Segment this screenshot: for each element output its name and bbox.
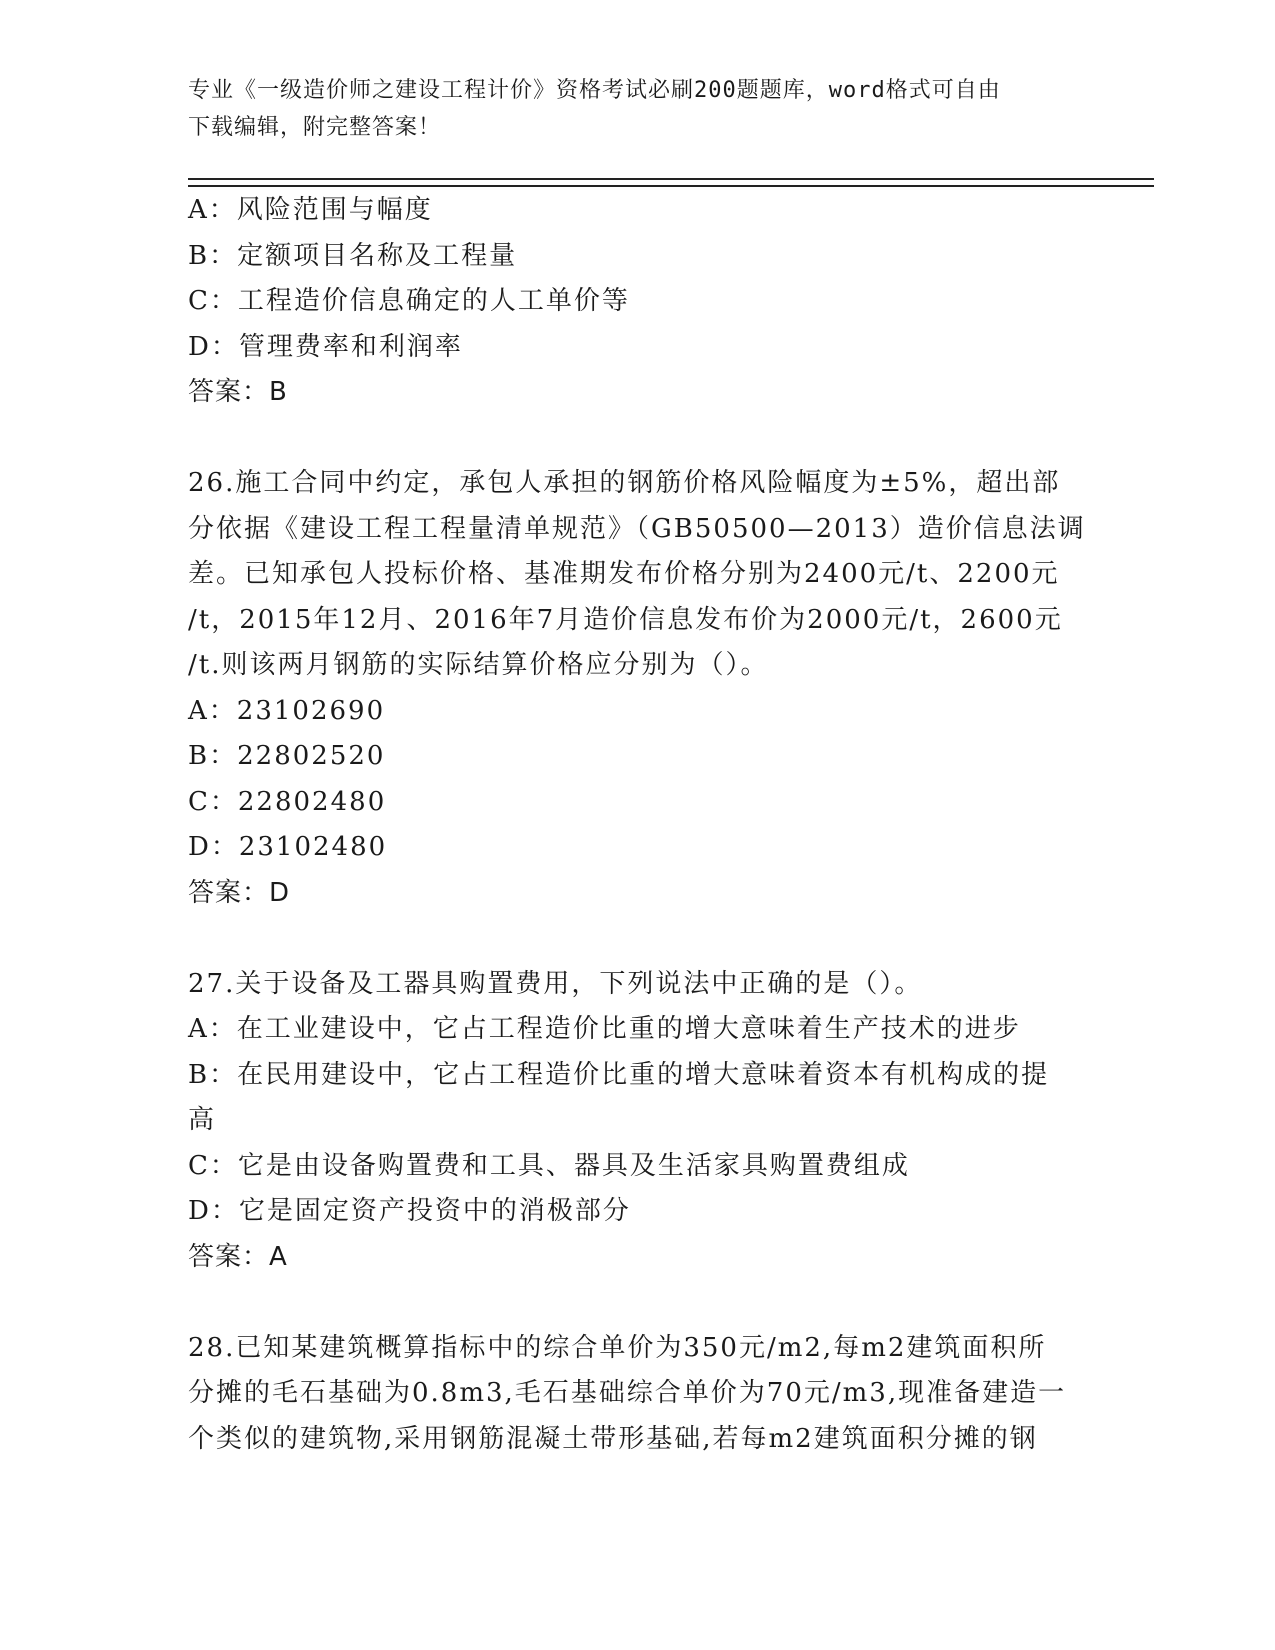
option-line: B：定额项目名称及工程量 xyxy=(188,240,518,271)
option-line: D：它是固定资产投资中的消极部分 xyxy=(188,1196,631,1226)
question-stem-line: /t，2015年12月、2016年7月造价信息发布价为2000元/t，2600元 xyxy=(188,604,1063,635)
option-line: A：在工业建设中，它占工程造价比重的增大意味着生产技术的进步 xyxy=(188,1014,1021,1044)
answer-line: 答案：B xyxy=(188,377,288,407)
spacer xyxy=(188,1280,1088,1326)
question-stem-line: 28.已知某建筑概算指标中的综合单价为350元/m2,每m2建筑面积所 xyxy=(188,1332,1047,1363)
question-content xyxy=(188,188,1088,1462)
option-line: A：23102690 xyxy=(188,695,386,726)
answer-line: 答案：A xyxy=(188,1241,288,1272)
option-line: 高 xyxy=(188,1105,217,1135)
document-header xyxy=(188,72,1068,146)
spacer xyxy=(188,416,1088,462)
option-line: C：22802480 xyxy=(188,786,387,817)
question-26 xyxy=(188,461,1088,916)
header-line: 专业《一级造价师之建设工程计价》资格考试必刷200题题库，word格式可自由 xyxy=(188,78,1001,103)
question-27 xyxy=(188,962,1088,1281)
question-28 xyxy=(188,1326,1088,1463)
option-line: B：在民用建设中，它占工程造价比重的增大意味着资本有机构成的提 xyxy=(188,1059,1050,1090)
header-line: 下载编辑，附完整答案！ xyxy=(188,115,442,140)
question-25 xyxy=(188,188,1088,416)
question-stem-line: 分依据《建设工程工程量清单规范》（GB50500—2013）造价信息法调 xyxy=(188,513,1086,544)
question-stem-line: 27.关于设备及工器具购置费用，下列说法中正确的是（）。 xyxy=(188,968,923,999)
header-divider xyxy=(188,185,1154,187)
answer-line: 答案：D xyxy=(188,877,291,908)
option-line: C：工程造价信息确定的人工单价等 xyxy=(188,286,630,316)
question-stem-line: /t.则该两月钢筋的实际结算价格应分别为（）。 xyxy=(188,650,769,680)
option-line: B：22802520 xyxy=(188,741,386,771)
question-stem-line: 分摊的毛石基础为0.8m3,毛石基础综合单价为70元/m3,现准备建造一 xyxy=(188,1378,1067,1408)
spacer xyxy=(188,916,1088,962)
question-stem-line: 26.施工合同中约定，承包人承担的钢筋价格风险幅度为±5%，超出部 xyxy=(188,468,1061,498)
option-line: A：风险范围与幅度 xyxy=(188,195,433,225)
option-line: D：管理费率和利润率 xyxy=(188,331,463,362)
header-divider xyxy=(188,178,1154,180)
question-stem-line: 个类似的建筑物,采用钢筋混凝土带形基础,若每m2建筑面积分摊的钢 xyxy=(188,1423,1038,1454)
option-line: D：23102480 xyxy=(188,832,388,862)
option-line: C：它是由设备购置费和工具、器具及生活家具购置费组成 xyxy=(188,1150,910,1181)
question-stem-line: 差。已知承包人投标价格、基准期发布价格分别为2400元/t、2200元 xyxy=(188,559,1060,589)
